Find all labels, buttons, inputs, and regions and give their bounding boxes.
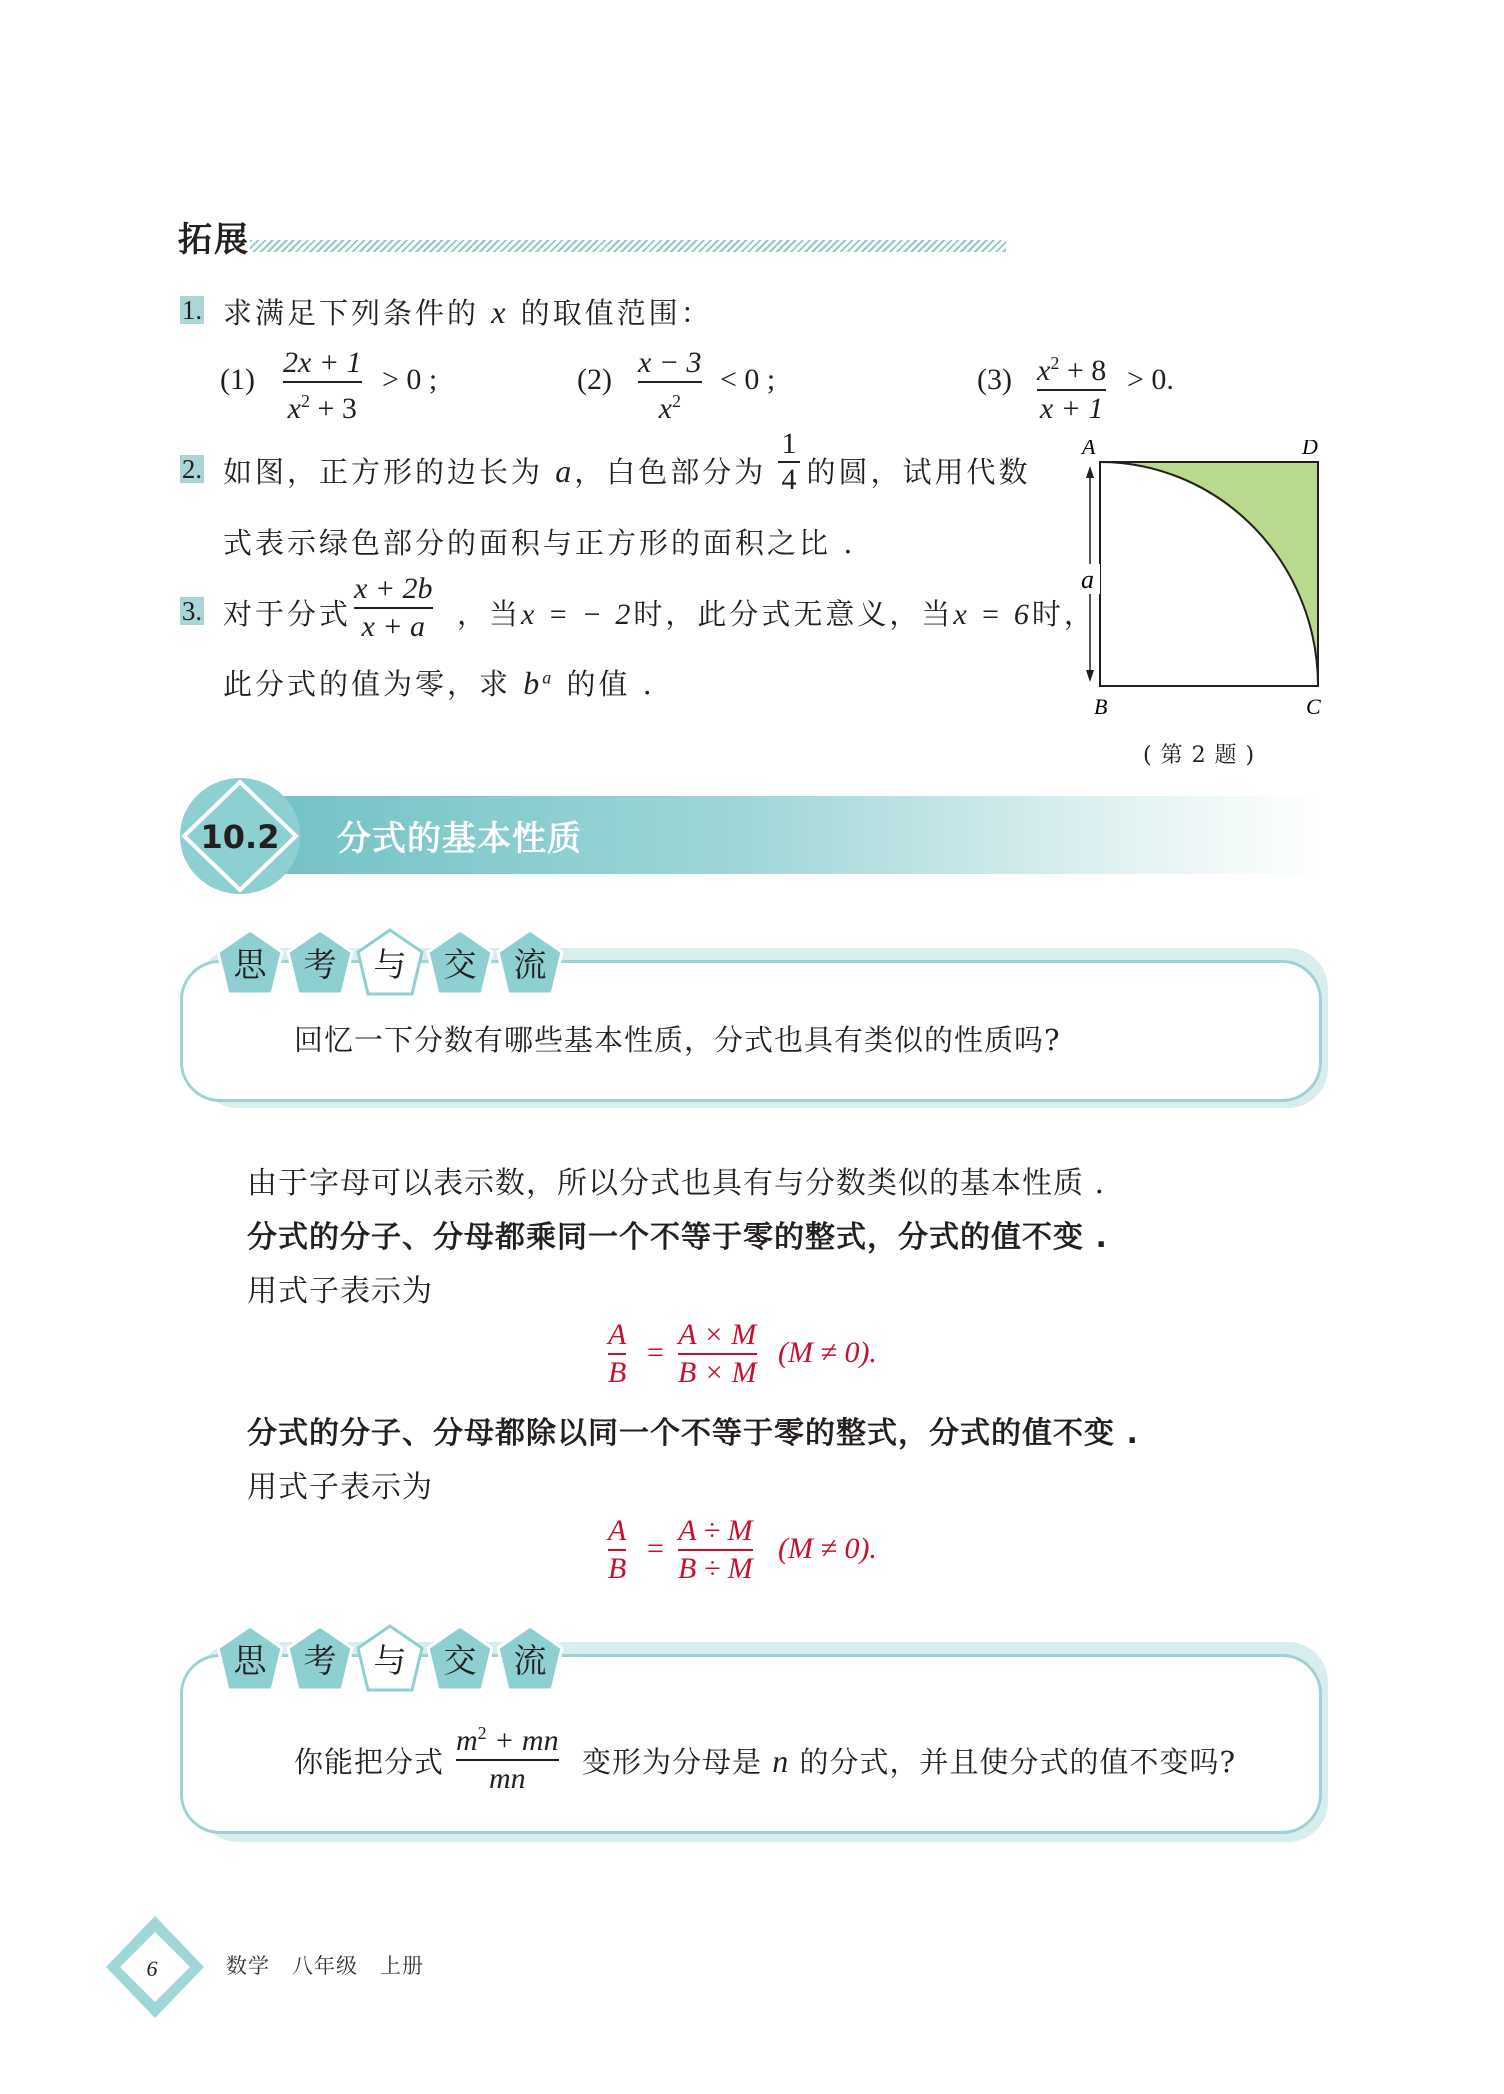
q1-number: 1. xyxy=(181,295,203,325)
label-D: D xyxy=(1302,440,1318,459)
q1-item1-label: (1) xyxy=(220,363,255,396)
q1-item3-relation: > 0. xyxy=(1127,363,1174,396)
think2-text-b: 变形为分母是 n 的分式，并且使分式的值不变吗? xyxy=(582,1743,1237,1779)
expression-label-2: 用式子表示为 xyxy=(247,1470,433,1505)
label-B: B xyxy=(1094,694,1108,719)
q2-text-line2: 式表示绿色部分的面积与正方形的面积之比 . xyxy=(223,526,856,560)
figure-caption: ( 第 2 题 ) xyxy=(1143,743,1256,768)
think1-char-2: 考 xyxy=(303,945,337,984)
q1-text: 求满足下列条件的 x 的取值范围： xyxy=(223,294,713,330)
label-A: A xyxy=(1082,440,1096,459)
think2-char-1: 思 xyxy=(233,1641,267,1680)
formula1-rhs: A × M B × M xyxy=(678,1318,757,1389)
rule-2: 分式的分子、分母都除以同一个不等于零的整式，分式的值不变 . xyxy=(247,1416,1139,1451)
formula2-equals: = xyxy=(647,1532,664,1565)
formula2-condition: (M ≠ 0). xyxy=(778,1532,877,1565)
q3-fraction: x + 2b x + a xyxy=(354,572,433,643)
section-title: 分式的基本性质 xyxy=(337,819,582,859)
q2-quarter-fraction: 1 4 xyxy=(778,428,800,496)
formula2-rhs: A ÷ M B ÷ M xyxy=(678,1514,753,1585)
extension-title: 拓展 xyxy=(178,220,250,260)
section-number: 10.2 xyxy=(200,818,280,856)
label-C: C xyxy=(1306,694,1321,719)
section-number-badge xyxy=(178,776,302,896)
formula1-condition: (M ≠ 0). xyxy=(778,1336,877,1369)
think2-fraction: $m^2$ + mn mn xyxy=(456,1723,559,1795)
think1-question: 回忆一下分数有哪些基本性质，分式也具有类似的性质吗? xyxy=(294,1023,1061,1057)
formula2-lhs: A B xyxy=(608,1514,627,1585)
body-paragraph-1: 由于字母可以表示数，所以分式也具有与分数类似的基本性质 . xyxy=(247,1166,1106,1201)
think2-char-2: 考 xyxy=(303,1641,337,1680)
think2-char-3: 与 xyxy=(373,1641,407,1680)
page-number-badge xyxy=(100,1912,210,2022)
q2-figure xyxy=(1080,440,1340,730)
green-region xyxy=(1100,462,1318,686)
think2-char-4: 交 xyxy=(443,1641,477,1680)
think1-char-1: 思 xyxy=(233,945,267,984)
q1-item3-fraction: $x^2 + 8$ x + 1 xyxy=(1037,353,1107,425)
arrow-up-icon xyxy=(1086,466,1094,478)
q2-text-line1: 如图，正方形的边长为 a，白色部分为 的圆，试用代数 xyxy=(223,453,1031,489)
q3-text-line2: 此分式的值为零，求 $b^a$ 的值 . xyxy=(223,665,655,701)
page-number: 6 xyxy=(146,1956,158,1981)
rule-1: 分式的分子、分母都乘同一个不等于零的整式，分式的值不变 . xyxy=(247,1220,1108,1255)
think2-text-a: 你能把分式 xyxy=(294,1745,445,1779)
think1-char-4: 交 xyxy=(443,945,477,984)
q2-number: 2. xyxy=(181,454,203,484)
q1-item1-fraction: 2x + 1 $x^2 + 3$ xyxy=(283,346,362,425)
arrow-down-icon xyxy=(1086,670,1094,682)
footer-book-info: 数学 八年级 上册 xyxy=(226,1954,424,1978)
q1-item2-label: (2) xyxy=(577,363,612,396)
expression-label-1: 用式子表示为 xyxy=(247,1274,433,1309)
q3-text-line1: 对于分式 ，当x = − 2时，此分式无意义，当x = 6时， xyxy=(223,597,1096,631)
q1-item2-fraction: x − 3 $x^2$ xyxy=(638,346,702,425)
q1-item3-label: (3) xyxy=(977,363,1012,396)
extension-hatch-rule xyxy=(250,240,1006,252)
think1-char-3: 与 xyxy=(373,945,407,984)
label-side-a: a xyxy=(1081,565,1094,594)
formula1-equals: = xyxy=(647,1336,664,1369)
q1-item2-relation: < 0 ; xyxy=(720,363,776,396)
q1-item1-relation: > 0 ; xyxy=(382,363,438,396)
think1-char-5: 流 xyxy=(513,945,547,984)
think2-char-5: 流 xyxy=(513,1641,547,1680)
formula1-lhs: A B xyxy=(608,1318,627,1389)
q3-number: 3. xyxy=(181,596,203,626)
